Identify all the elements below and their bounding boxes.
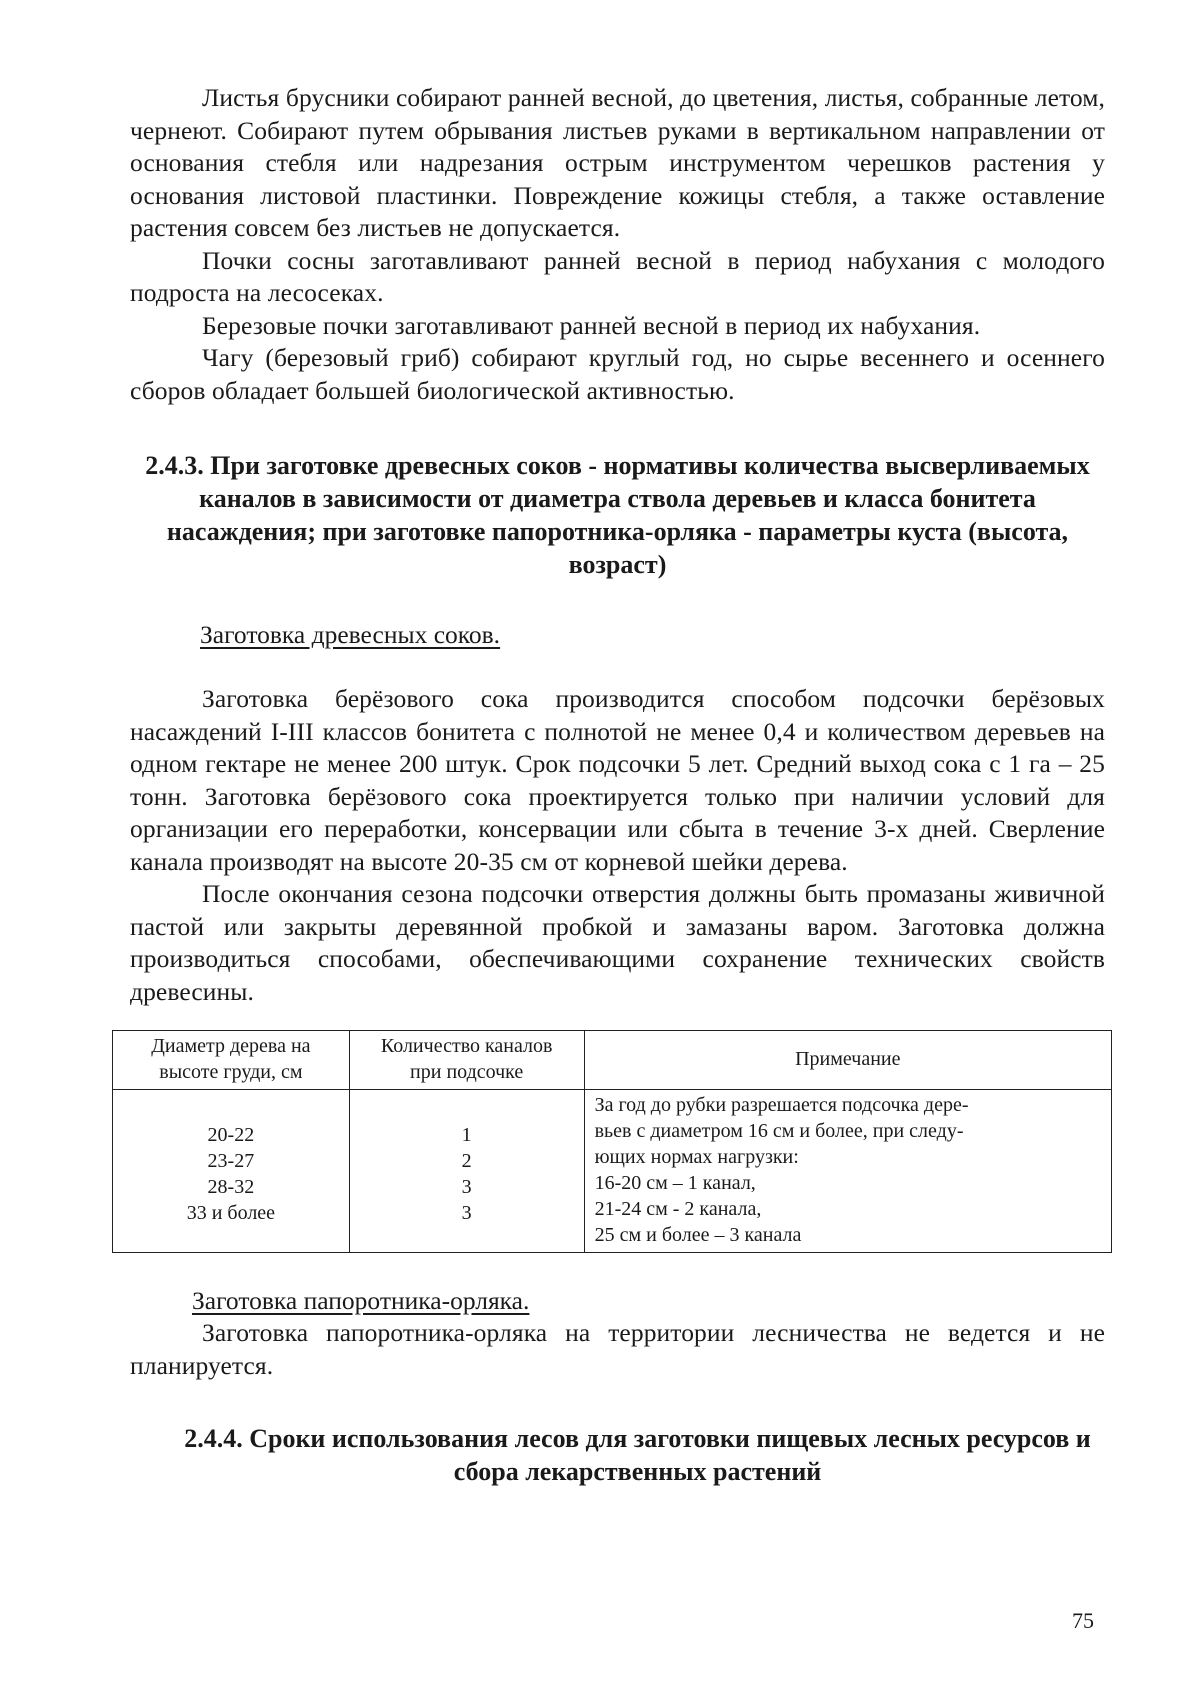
diameter-cell [113,1090,350,1253]
header-diameter-line1: Диаметр дерева на [151,1035,311,1057]
note-line: вьев с диаметром 16 см и более, при следу- [594,1120,964,1142]
section-heading-block [130,449,1105,581]
section-heading-block [130,1422,1105,1488]
header-channels-line2: при подсочке [410,1061,524,1083]
section-heading-2-4-4: 2.4.4. Сроки использования лесов для заготовки пищевых лесных ресурсов и сбора лекарственных растений [184,1424,1091,1486]
tapping-norms-table [112,1030,1112,1253]
header-diameter [113,1031,350,1090]
note-line: 21-24 см - 2 канала, [594,1198,762,1220]
header-diameter-line2: высоте груди, см [159,1061,303,1083]
paragraph-after-season: После окончания сезона подсочки отверстия должны быть промазаны живичной пастой или закрыты деревянной пробкой и замазаны варом. Заготовка должна производиться способами, обеспечивающими сохранение технических свойств древесины. [130,879,1105,1006]
subheading-sap: Заготовка древесных соков. [200,620,501,649]
diameter-value: 23-27 [207,1149,255,1172]
table-row [113,1090,1112,1253]
diameter-value: 33 и более [186,1201,276,1224]
paragraph-birch-sap: Заготовка берёзового сока производится способом подсочки берёзовых насаждений I-III классов бонитета с полнотой не менее 0,4 и количеством деревьев на одном гектаре не менее 200 штук. Срок подсочки 5 лет. Средний выход сока с 1 га – 25 тонн. Заготовка берёзового сока проектируется только при наличии условий для организации его переработки, консервации или сбыта в течение 3-х дней. Сверление канала производят на высоте 20-35 см от корневой шейки дерева. [130,684,1105,876]
note-line: 16-20 см – 1 канал, [594,1172,756,1194]
note-cell [584,1090,1111,1253]
section-heading-2-4-3: 2.4.3. При заготовке древесных соков - нормативы количества высверливаемых каналов в зависимости от диаметра ствола деревьев и класса бонитета насаждения; при заготовке папоротника-орляка - параметры куста (высота, возраст) [145,451,1090,579]
sap-paragraphs [130,683,1105,1008]
paragraph-chaga: Чагу (березовый гриб) собирают круглый год, но сырье весеннего и осеннего сборов обладает большей биологической активностью. [130,343,1105,405]
paragraph-birch-buds: Березовые почки заготавливают ранней весной в период их набухания. [202,310,981,340]
diameter-value: 28-32 [207,1175,255,1198]
header-note: Примечание [584,1031,1111,1090]
subheading-fern: Заготовка папоротника-орляка. [192,1286,530,1315]
note-line: 25 см и более – 3 канала [594,1224,802,1246]
header-channels [349,1031,584,1090]
header-channels-line1: Количество каналов [380,1035,553,1057]
page-number: 75 [1072,1608,1094,1633]
channels-value: 3 [461,1175,472,1198]
paragraph-lingonberry: Листья брусники собирают ранней весной, до цветения, листья, собранные летом, чернеют. Собирают путем обрывания листьев руками в вертикальном направлении от основания стебля или надрезания острым инструментом черешков растения у основания листовой пластинки. Повреждение кожицы стебля, а также оставление растения совсем без листьев не допускается. [130,83,1105,242]
channels-value: 1 [461,1123,472,1146]
paragraph-fern: Заготовка папоротника-орляка на территории лесничества не ведется и не планируется. [130,1318,1105,1380]
channels-value: 2 [461,1149,472,1172]
table-header-row [113,1031,1112,1090]
diameter-value: 20-22 [207,1123,255,1146]
channels-value: 3 [461,1201,472,1224]
page-content [130,82,1105,1488]
note-line: ющих нормах нагрузки: [594,1146,799,1168]
paragraph-pine-buds: Почки сосны заготавливают ранней весной в период набухания с молодого подроста на лесосеках. [130,245,1105,307]
channels-cell [349,1090,584,1253]
note-line: За год до рубки разрешается подсочка дере- [594,1094,969,1116]
